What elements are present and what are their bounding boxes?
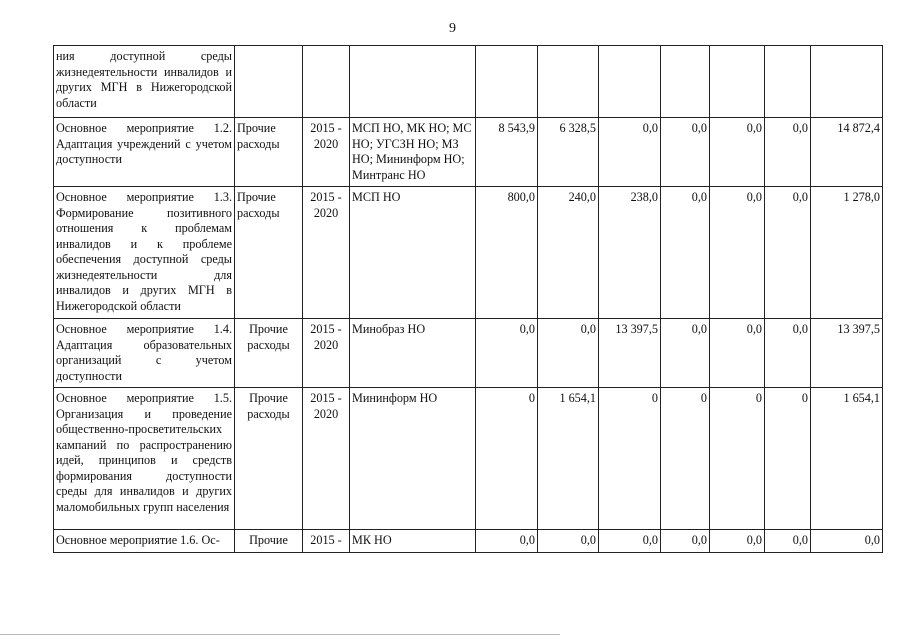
total-cell: 13 397,5 — [811, 319, 883, 388]
value-cell: 0,0 — [710, 187, 765, 319]
value-cell: 6 328,5 — [538, 118, 599, 187]
executors — [350, 46, 476, 118]
measure-name: Основное мероприятие 1.6. Ос- — [54, 530, 235, 553]
value-cell: 0,0 — [661, 187, 710, 319]
executors: Мининформ НО — [350, 388, 476, 530]
value-cell: 0,0 — [538, 530, 599, 553]
value-cell — [599, 46, 661, 118]
executors: Минобраз НО — [350, 319, 476, 388]
measure-name: Основное мероприятие 1.5. Организация и проведение общественно-просветительских кампаний по распространению идей, принципов и средств формирования доступности среды для инвалидов и других маломобильных групп населения — [54, 388, 235, 530]
value-cell: 0,0 — [765, 118, 811, 187]
total-cell: 1 278,0 — [811, 187, 883, 319]
total-cell: 0,0 — [811, 530, 883, 553]
value-cell — [538, 46, 599, 118]
table-row — [54, 319, 883, 388]
expense-type: Прочие расходы — [235, 118, 303, 187]
value-cell: 0 — [476, 388, 538, 530]
executors: МСП НО, МК НО; МС НО; УГСЗН НО; МЗ НО; Мининформ НО; Минтранс НО — [350, 118, 476, 187]
measure-name: Основное мероприятие 1.3. Формирование позитивного отношения к проблемам инвалидов и к проблеме обеспечения доступной среды жизнедеятельности для инвалидов и других МГН в Нижегородской области — [54, 187, 235, 319]
value-cell: 0,0 — [765, 319, 811, 388]
value-cell: 0,0 — [476, 530, 538, 553]
value-cell: 238,0 — [599, 187, 661, 319]
value-cell: 0 — [710, 388, 765, 530]
value-cell: 8 543,9 — [476, 118, 538, 187]
value-cell: 0,0 — [710, 530, 765, 553]
scan-edge-line — [0, 634, 560, 635]
measure-name: ния доступной среды жизнедеятельности инвалидов и других МГН в Нижегородской области — [54, 46, 235, 118]
value-cell: 0,0 — [599, 530, 661, 553]
measure-name: Основное мероприятие 1.4. Адаптация образовательных организаций с учетом доступности — [54, 319, 235, 388]
value-cell: 0,0 — [476, 319, 538, 388]
value-cell: 0 — [599, 388, 661, 530]
period: 2015 - 2020 — [303, 118, 350, 187]
expense-type: Прочие расходы — [235, 319, 303, 388]
table-row — [54, 530, 883, 553]
expense-type: Прочие — [235, 530, 303, 553]
value-cell: 0,0 — [710, 319, 765, 388]
value-cell: 0,0 — [599, 118, 661, 187]
table-row — [54, 388, 883, 530]
page-number: 9 — [449, 21, 456, 36]
period: 2015 - 2020 — [303, 187, 350, 319]
value-cell: 240,0 — [538, 187, 599, 319]
program-table — [53, 45, 883, 553]
table-row — [54, 46, 883, 118]
value-cell: 0 — [765, 388, 811, 530]
total-cell: 1 654,1 — [811, 388, 883, 530]
executors: МСП НО — [350, 187, 476, 319]
expense-type — [235, 46, 303, 118]
value-cell — [710, 46, 765, 118]
period: 2015 - — [303, 530, 350, 553]
expense-type: Прочие расходы — [235, 388, 303, 530]
value-cell: 800,0 — [476, 187, 538, 319]
period: 2015 - 2020 — [303, 388, 350, 530]
measure-name: Основное мероприятие 1.2. Адаптация учреждений с учетом доступности — [54, 118, 235, 187]
value-cell — [476, 46, 538, 118]
value-cell: 0,0 — [661, 530, 710, 553]
value-cell: 0,0 — [765, 530, 811, 553]
value-cell: 0 — [661, 388, 710, 530]
value-cell: 0,0 — [661, 118, 710, 187]
value-cell: 0,0 — [765, 187, 811, 319]
table-row — [54, 187, 883, 319]
value-cell — [765, 46, 811, 118]
value-cell: 1 654,1 — [538, 388, 599, 530]
expense-type: Прочие расходы — [235, 187, 303, 319]
table-row — [54, 118, 883, 187]
value-cell: 0,0 — [661, 319, 710, 388]
value-cell — [661, 46, 710, 118]
total-cell — [811, 46, 883, 118]
value-cell: 0,0 — [538, 319, 599, 388]
executors: МК НО — [350, 530, 476, 553]
total-cell: 14 872,4 — [811, 118, 883, 187]
period: 2015 - 2020 — [303, 319, 350, 388]
value-cell: 0,0 — [710, 118, 765, 187]
period — [303, 46, 350, 118]
value-cell: 13 397,5 — [599, 319, 661, 388]
